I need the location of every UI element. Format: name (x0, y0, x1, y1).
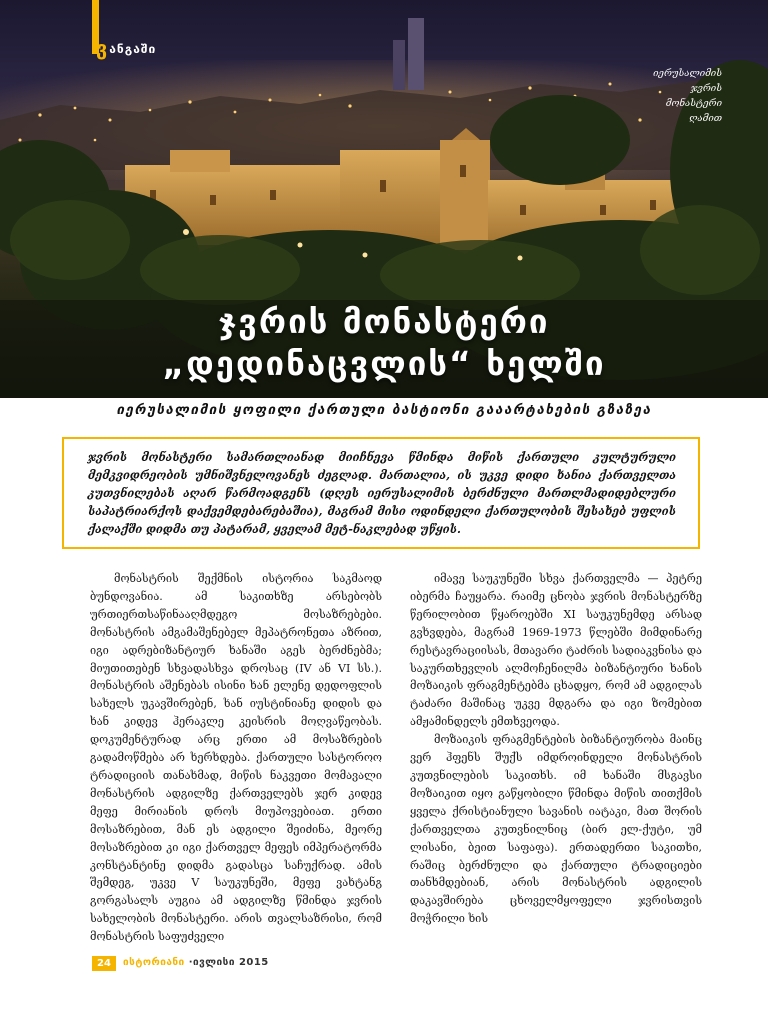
body-column-right (410, 570, 702, 952)
issue-date: ·ივლისი 2015 (188, 957, 269, 968)
body-paragraph: იმავე საუკუნეში სხვა ქართველმა — პეტრე იბერმა ჩაუყარა. რაიმე ცნობა ჯვრის მონასტერზე წერილობით წყაროებში XI საუკუნემდე არსად გვხვდება, მაგრამ 1969-1973 წლებში მიმდინარე რესტავრაციისას, მთავარი ტაძრის სადიაკვნისა და საკურთხევლის ალმოჩენილმა ბიზანტიური ხანის მოზაიკის ფრაგმენტებმა ცხადყო, რომ ამ ადგილას ტაძარი მაშინაც უკვე მდგარა და იგი ზომებით ამჟამინდელს ემთხვეოდა. (410, 572, 702, 729)
page-number: 24 (92, 956, 116, 971)
page-footer (0, 956, 768, 976)
photo-caption-line: ჯვრის (690, 83, 722, 94)
photo-caption-line: იერუსალიმის (653, 68, 722, 79)
article-title-line-2: „დედინაცვლის“ ხელში (162, 344, 606, 383)
body-paragraph: მოზაიკის ფრაგმენტების ბიზანტიურობა მაინც ვერ ჰფენს შუქს იმდროინდელი მონასტრის კუთვნილების საკითხს. იმ ხანაში მსგავსი მოზაიკით იყო გაწყობილი წმინდა მიწის თითქმის ყველა ქრისტიანული სავანის იატაკი, მათ შორის ქართველთა კუთვნილნიც (ბირ ელ-ქუტი, უმ ლისანი, ბეით საფაფა). ერთადერთი საკითხი, რაშიც ბერძნული და ქართული ტრადიციები თანხმდებიან, არის მონასტრის ადგილის დაკავშირება ცხოველმყოფელი ჯვრისთვის მოჭრილი ხის (410, 733, 702, 926)
photo-caption (612, 66, 722, 126)
hero-photo (0, 0, 768, 398)
section-label-initial: ვ (96, 36, 109, 60)
magazine-name (123, 957, 269, 968)
photo-caption-line: მონასტერი (665, 98, 722, 109)
article-title-line-1: ჯვრის მონასტერი (218, 302, 550, 341)
photo-caption-line: ღამით (689, 113, 722, 124)
section-label (96, 36, 156, 60)
section-label-rest: ანგაში (109, 42, 157, 56)
section-tab (0, 0, 86, 54)
magazine-title: ისტორიანი (123, 957, 185, 968)
article-body (90, 570, 702, 952)
article-subtitle: იერუსალიმის ყოფილი ქართული ბასტიონი გააარტახების გზაზეა (116, 402, 652, 418)
body-column-left (90, 570, 382, 952)
lead-paragraph: ჯვრის მონასტერი სამართლიანად მიიჩნევა წმინდა მიწის ქართული კულტურული მემკვიდრეობის უმნიშვნელოვანეს ძეგლად. მართალია, ის უკვე დიდი ხანია ქართველთა კუთვნილებას აღარ წარმოადგენს (დღეს იერუსალიმის ბერძნული მართლმადიდებლური საპატრიარქოს დაქვემდებარებაშია), მაგრამ მისი ოდინდელი ქართულობის შესახებ უფლის ქალაქში დიდმა თუ პატარამ, ყველამ მეტ-ნაკლებად უწყის. (62, 437, 700, 549)
body-paragraph: მონასტრის შექმნის ისტორია საკმაოდ ბუნდოვანია. ამ საკითხზე არსებობს ურთიერთსაწინააღმდეგო მოსაზრებები. მონასტრის ამგამაშენებელ მეპატრონეთა აზრით, იგი ადრებიზანტიურ ხანაში აგეს ბერძნებმა; მიუთითებენ სხვადასხვა დროსაც (IV ან VI სს.). მონასტრის აშენებას ისინი ხან ელენე დედოფლის სახელს უკავშირებენ, ხან იუსტინიანე დიდის და ხან კიდევ ჰერაკლე კეისრის მოღვაწეობას. დოკუმენტურად არც ერთი ამ მოსაზრების გადამოწმება არ ხერხდება. ქართული სასტოროო ტრადიციის თანახმად, მიწის ნაკვეთი მომავალი მონასტრის ადგილზე ქართველებს ჯერ კიდევ მეფე მირიანის დროს მიუპოვებიათ. ერთი მოსაზრებით, მან ეს ადგილი შეიძინა, მეორე მოსაზრებით კი იგი ქართველ მეფეს იმპერატორმა კონსტანტინე დიდმა გადასცა საჩუქრად. ამის შემდეგ, უკვე V საუკუნეში, მეფე ვახტანგ გორგასალს აუგია ამ ადგილზე წმინდა ჯვრის სახელობის მონასტერი. არის თვალსაზრისი, რომ მონასტრის საფუძველი (90, 572, 382, 944)
